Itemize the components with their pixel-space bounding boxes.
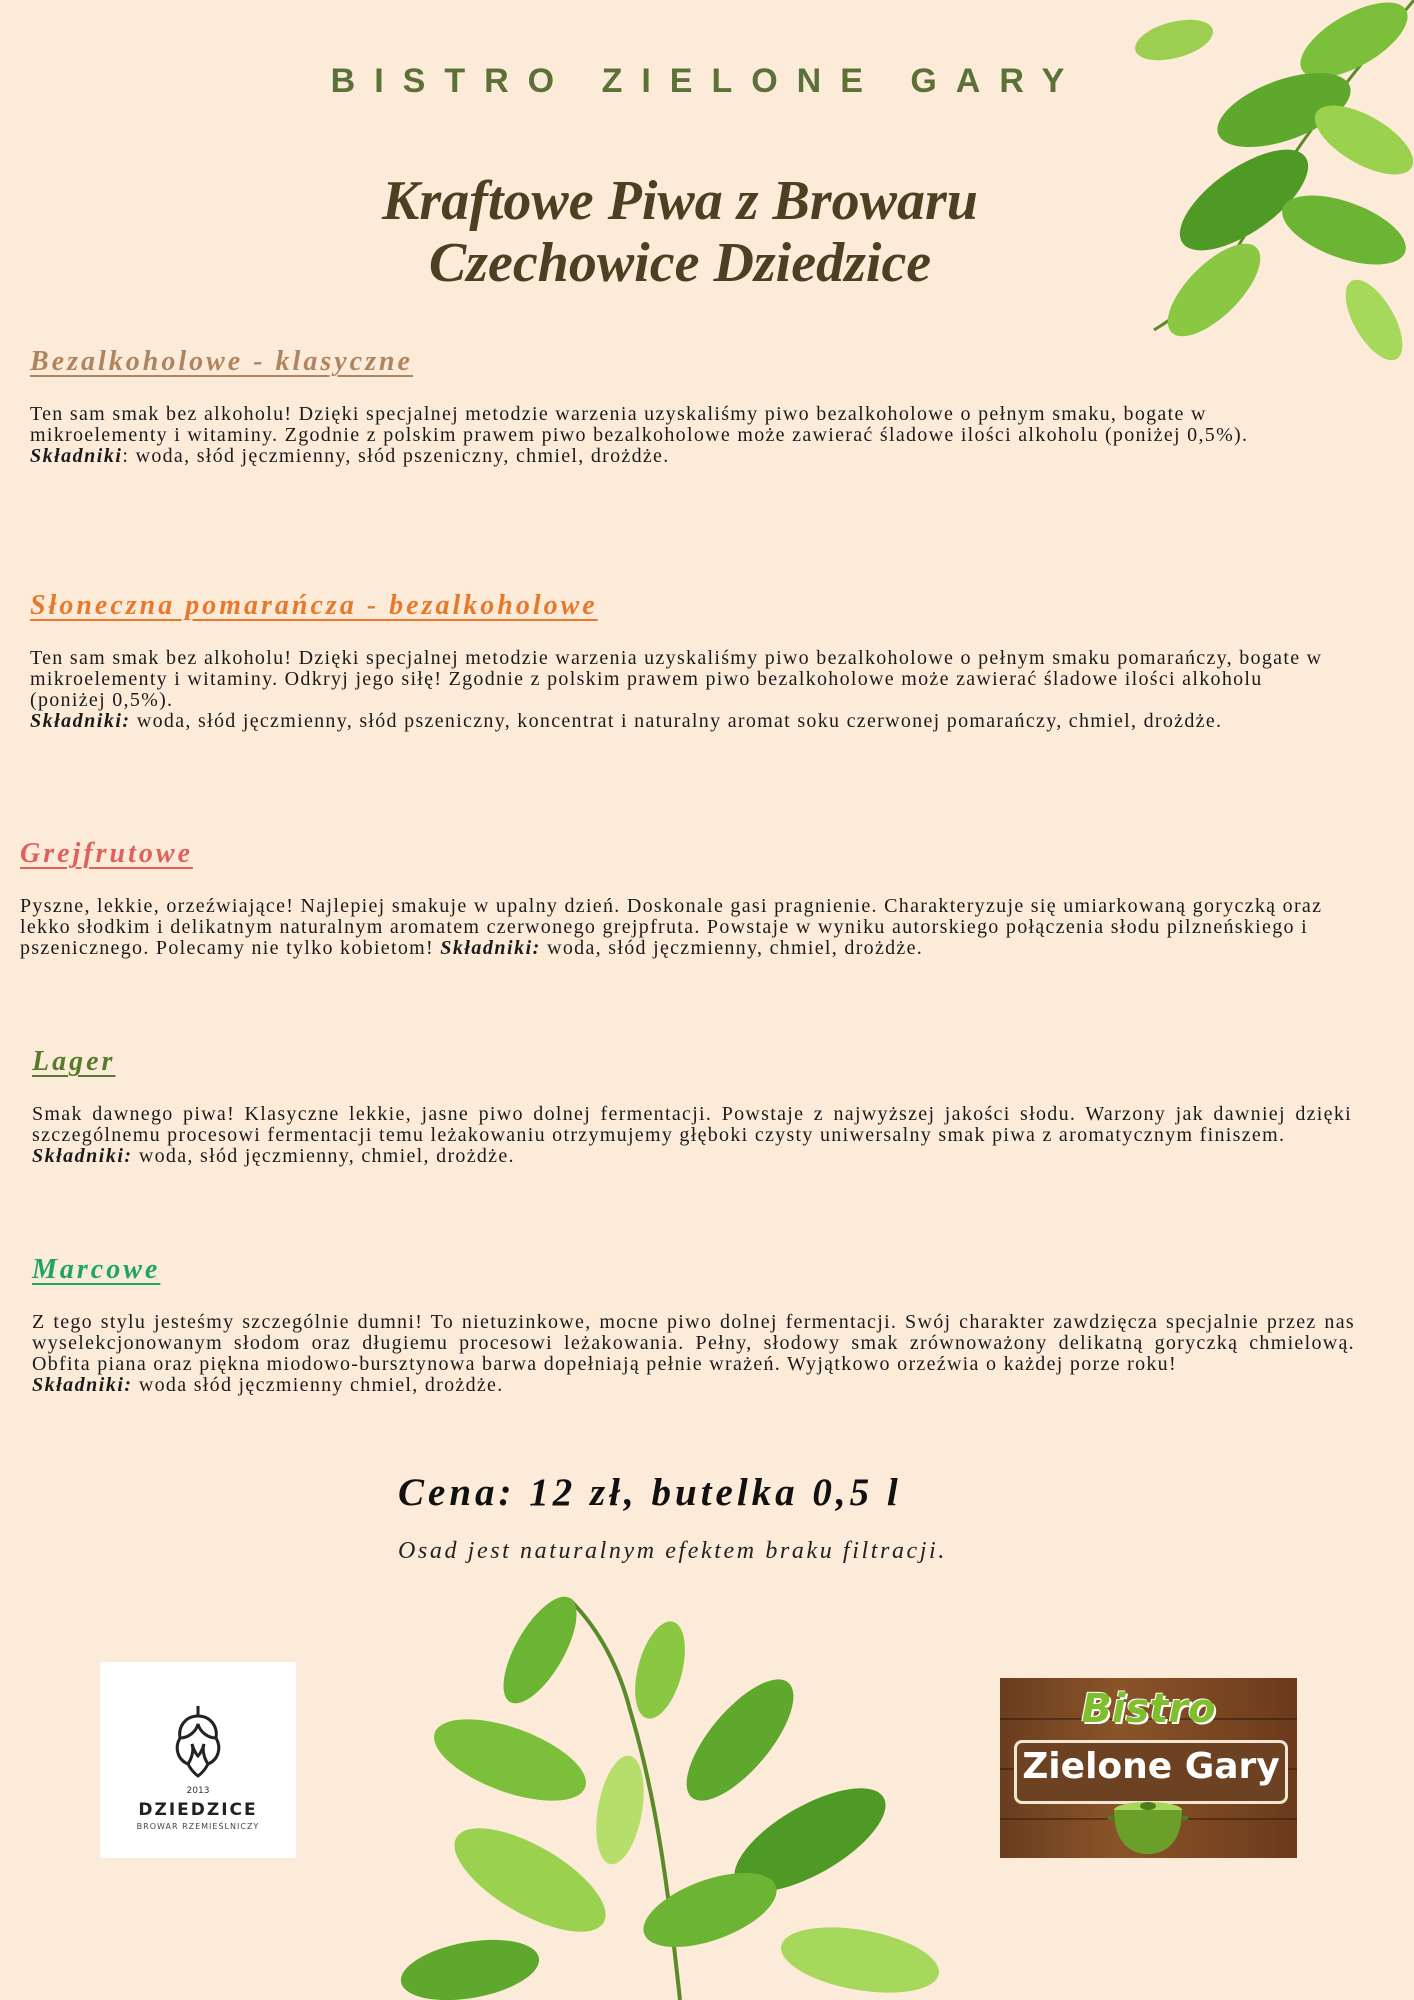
beer-title: Grejfrutowe: [20, 838, 193, 869]
description-text: Pyszne, lekkie, orzeźwiające! Najlepiej smakuje w upalny dzień. Doskonale gasi pragnienie. Charakteryzuje się umiarkowaną goryczką oraz lekko słodkim i delikatnym naturalnym aromatem czerwonego grejpfruta. Powstaje w wyniku autorskiego połączenia słodu pilzneńskiego i pszenicznego. Polecamy nie tylko kobietom!: [20, 895, 1323, 959]
ingredients-label: Składniki:: [440, 937, 541, 959]
beer-title: Słoneczna pomarańcza - bezalkoholowe: [30, 590, 598, 621]
ingredients-text: woda, słód jęczmienny, chmiel, drożdże.: [540, 937, 924, 959]
description-text: Z tego stylu jesteśmy szczególnie dumni! To nietuzinkowe, mocne piwo dolnej fermentacji. Swój charakter zawdzięcza specjalnie przez nas wyselekcjonowanym słodom oraz długiemu procesowi leżakowania. Pełny, słodowy smak zrównoważony delikatną goryczką chmielową. Obfita piana oraz piękna miodowo-bursztynowa barwa dopełniają pełnie wrażeń. Wyjątkowo orzeźwia o każdej porze roku!: [32, 1311, 1355, 1375]
beer-title: Marcowe: [32, 1254, 161, 1285]
beer-title: Bezalkoholowe - klasyczne: [30, 346, 413, 377]
price-line: Cena: 12 zł, butelka 0,5 l: [398, 1471, 902, 1514]
description-text: Ten sam smak bez alkoholu! Dzięki specjalnej metodzie warzenia uzyskaliśmy piwo bezalkoholowe o pełnym smaku pomarańczy, bogate w mikroelementy i witaminy. Odkryj jego siłę! Zgodnie z polskim prawem piwo bezalkoholowe może zawierać śladowe ilości alkoholu (poniżej 0,5%).: [30, 647, 1323, 711]
page-title-line-1: Kraftowe Piwa z Browaru: [382, 170, 978, 232]
beer-section-marcowe: [32, 1254, 1355, 1396]
description-text: Smak dawnego piwa! Klasyczne lekkie, jasne piwo dolnej fermentacji. Powstaje z najwyższej jakości słodu. Warzony jak dawniej dzięki szczególnemu procesowi fermentacji temu leżakowaniu otrzymujemy głęboki czysty uniwersalny smak piwa z aromatycznym finiszem.: [32, 1103, 1352, 1146]
beer-description: [30, 648, 1330, 732]
ingredients-text: : woda, słód jęczmienny, słód pszeniczny, chmiel, drożdże.: [122, 445, 670, 467]
brewery-logo: [100, 1662, 296, 1858]
brewery-year: 2013: [186, 1786, 210, 1796]
ingredients-text: woda, słód jęczmienny, chmiel, drożdże.: [132, 1145, 515, 1167]
ingredients-text: woda słód jęczmienny chmiel, drożdże.: [132, 1374, 504, 1396]
beer-title: Lager: [32, 1046, 116, 1077]
bistro-logo-line-1: Bistro: [1081, 1686, 1216, 1732]
beer-section-sloneczna-pomarancza: [30, 590, 1330, 732]
brand-name: BISTRO ZIELONE GARY: [330, 62, 1084, 100]
ingredients-label: Składniki:: [30, 710, 131, 732]
beer-description: [20, 896, 1340, 959]
page-title-line-2: Czechowice Dziedzice: [428, 232, 932, 294]
pot-icon: [1098, 1796, 1198, 1858]
beer-description: [32, 1312, 1355, 1396]
ingredients-label: Składniki: [30, 445, 123, 467]
filtration-note: Osad jest naturalnym efektem braku filtracji.: [398, 1538, 947, 1564]
brewery-subtitle: BROWAR RZEMIEŚLNICZY: [136, 1822, 260, 1831]
leaves-decoration-bottom: [380, 1590, 980, 2000]
beer-description: [32, 1104, 1352, 1167]
bistro-logo: [1000, 1678, 1297, 1858]
beer-section-bezalkoholowe: [30, 346, 1320, 467]
beer-section-lager: [32, 1046, 1352, 1167]
ingredients-label: Składniki:: [32, 1374, 133, 1396]
hop-icon: [166, 1702, 230, 1778]
page-title: [0, 170, 1360, 294]
description-text: Ten sam smak bez alkoholu! Dzięki specjalnej metodzie warzenia uzyskaliśmy piwo bezalkoholowe o pełnym smaku, bogate w mikroelementy i witaminy. Zgodnie z polskim prawem piwo bezalkoholowe może zawierać śladowe ilości alkoholu (poniżej 0,5%).: [30, 403, 1249, 446]
bistro-logo-line-2: Zielone Gary: [1022, 1746, 1280, 1787]
beer-description: [30, 404, 1320, 467]
ingredients-label: Składniki:: [32, 1145, 133, 1167]
brewery-name: DZIEDZICE: [138, 1800, 258, 1820]
ingredients-text: woda, słód jęczmienny, słód pszeniczny, koncentrat i naturalny aromat soku czerwonej pomarańczy, chmiel, drożdże.: [130, 710, 1223, 732]
beer-section-grejfrutowe: [20, 838, 1340, 959]
